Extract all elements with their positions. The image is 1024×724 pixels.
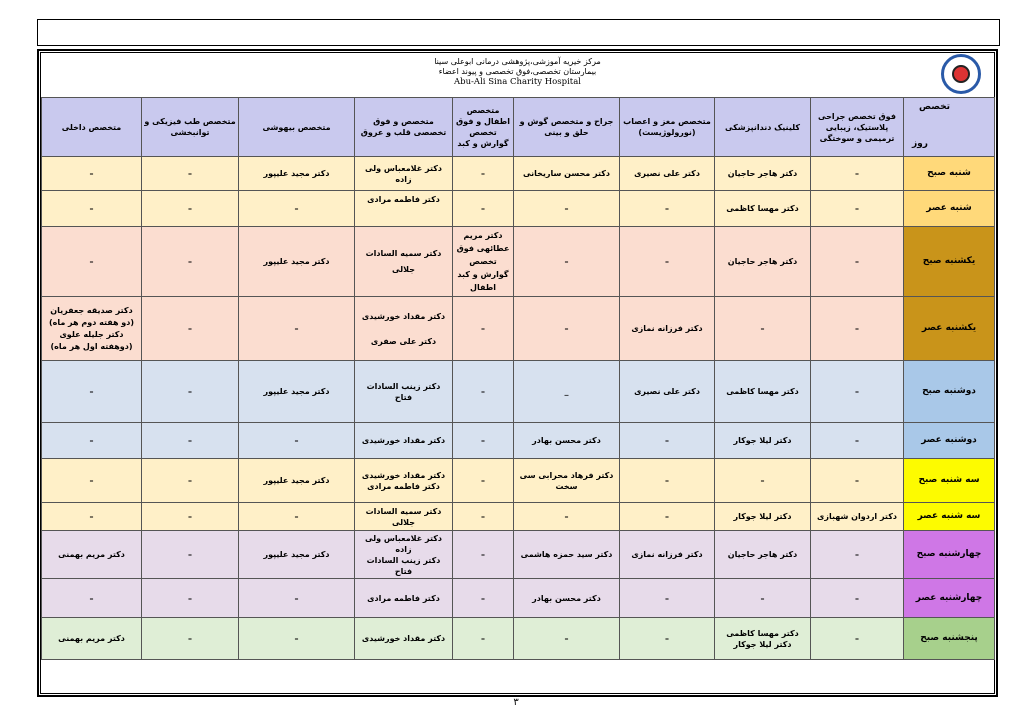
table-cell: دکتر مریم بهمنی	[42, 531, 142, 579]
table-cell: –	[42, 459, 142, 503]
table-cell: –	[142, 618, 239, 660]
table-cell: –	[514, 503, 620, 531]
table-cell: دکتر محسن بهادر	[514, 579, 620, 618]
table-cell: دکتر اردوان شهبازی	[811, 503, 904, 531]
table-cell: –	[811, 361, 904, 423]
table-cell: –	[453, 503, 514, 531]
doctor-name: دکتر مقداد خورشیدی	[361, 311, 446, 321]
table-cell: –	[620, 618, 715, 660]
table-row	[42, 227, 995, 297]
table-cell: –	[514, 227, 620, 297]
table-cell: دکتر لیلا جوکار	[715, 423, 811, 459]
table-cell: –	[142, 459, 239, 503]
table-cell: –	[811, 579, 904, 618]
table-cell: –	[453, 618, 514, 660]
table-cell: –	[811, 618, 904, 660]
day-cell: سه شنبه عصر	[904, 503, 995, 531]
table-cell: دکتر فرزانه نمازی	[620, 531, 715, 579]
table-row	[42, 191, 995, 227]
table-cell: دکتر زینب السادات فتاح	[355, 361, 453, 423]
table-cell: –	[142, 297, 239, 361]
doctor-name: دکتر مقداد خورشیدی	[361, 470, 446, 480]
table-row	[42, 423, 995, 459]
table-cell: –	[620, 459, 715, 503]
table-cell: –	[142, 157, 239, 191]
table-cell: دکتر مجید علیپور	[239, 459, 355, 503]
table-cell: –	[239, 618, 355, 660]
doctor-note: (دوهفته اول هر ماه)	[50, 341, 133, 351]
table-cell: –	[620, 423, 715, 459]
table-cell: –	[715, 459, 811, 503]
table-cell: دکتر فاطمه مرادی	[355, 191, 453, 227]
table-cell: دکتر هاجر حاجیان	[715, 531, 811, 579]
table-row	[42, 297, 995, 361]
table-cell	[715, 618, 811, 660]
table-cell: –	[453, 191, 514, 227]
doctor-name: دکتر زینب السادات فتاح	[366, 555, 441, 576]
table-row	[42, 531, 995, 579]
table-cell: دکتر فرهاد محرابی سی سخت	[514, 459, 620, 503]
col-cardiology: متخصص و فوق تخصصی قلب و عروق	[355, 98, 453, 157]
table-cell: –	[42, 157, 142, 191]
doctor-note: (دو هفته دوم هر ماه)	[48, 317, 135, 327]
hospital-name	[41, 57, 994, 87]
table-cell: –	[620, 503, 715, 531]
day-cell: شنبه صبح	[904, 157, 995, 191]
day-cell: یکشنبه عصر	[904, 297, 995, 361]
col-ent: جراح و متخصص گوش و حلق و بینی	[514, 98, 620, 157]
doctor-name: دکتر علی صفری	[370, 336, 437, 346]
table-cell: –	[453, 423, 514, 459]
table-cell: –	[715, 579, 811, 618]
table-cell: دکتر سمیه السادات جلالی	[355, 227, 453, 297]
day-cell: سه شنبه صبح	[904, 459, 995, 503]
table-cell: –	[142, 503, 239, 531]
table-cell: –	[620, 579, 715, 618]
table-cell: دکتر غلامعباس ولی زاده	[355, 157, 453, 191]
doctor-name: دکتر لیلا جوکار	[733, 639, 792, 649]
table-cell: –	[42, 227, 142, 297]
doctor-name: دکتر صدیقه جعفریان	[50, 305, 133, 315]
table-cell: –	[453, 157, 514, 191]
col-internal-medicine: متخصص داخلی	[42, 98, 142, 157]
day-cell: چهارشنبه صبح	[904, 531, 995, 579]
table-cell: دکتر مریم بهمنی	[42, 618, 142, 660]
table-cell	[355, 297, 453, 361]
table-cell: دکتر محسن ساریخانی	[514, 157, 620, 191]
table-cell: –	[142, 191, 239, 227]
table-cell: دکتر علی نصیری	[620, 157, 715, 191]
table-cell	[355, 531, 453, 579]
col-dental: کلینیک دندانپزشکی	[715, 98, 811, 157]
table-cell: –	[811, 423, 904, 459]
table-row	[42, 579, 995, 618]
table-cell: دکتر مهسا کاظمی	[715, 191, 811, 227]
header-line-1: مرکز خیریه آموزشی،پژوهشی درمانی ابوعلی سینا	[434, 57, 601, 66]
table-cell: دکتر سمیه السادات جلالی	[355, 503, 453, 531]
col-pediatrics: متخصص اطفال و فوق تخصص گوارش و کبد	[453, 98, 514, 157]
top-frame	[37, 19, 1000, 46]
table-cell	[355, 459, 453, 503]
header-line-2: بیمارستان تخصصی،فوق تخصصی و پیوند اعضاء	[438, 67, 597, 76]
table-cell: –	[811, 297, 904, 361]
col-physical-medicine: متخصص طب فیزیکی و توانبخشی	[142, 98, 239, 157]
table-cell: دکتر هاجر حاجیان	[715, 227, 811, 297]
doctor-name: دکتر مهسا کاظمی	[726, 628, 799, 638]
hospital-header	[41, 53, 994, 97]
table-cell: –	[453, 459, 514, 503]
table-cell: –	[514, 191, 620, 227]
table-cell: دکتر مجید علیپور	[239, 227, 355, 297]
day-cell: چهارشنبه عصر	[904, 579, 995, 618]
table-cell: –	[239, 297, 355, 361]
table-cell: –	[142, 227, 239, 297]
day-cell: دوشنبه صبح	[904, 361, 995, 423]
table-cell: –	[811, 459, 904, 503]
table-cell: دکتر علی نصیری	[620, 361, 715, 423]
table-cell: –	[514, 297, 620, 361]
table-cell: –	[42, 423, 142, 459]
table-cell: –	[453, 361, 514, 423]
schedule-table	[41, 97, 995, 660]
table-row	[42, 618, 995, 660]
table-cell: دکتر هاجر حاجیان	[715, 157, 811, 191]
day-cell: شنبه عصر	[904, 191, 995, 227]
table-cell: –	[42, 503, 142, 531]
col-anesthesia: متخصص بیهوشی	[239, 98, 355, 157]
col-neurology: متخصص مغز و اعصاب (نورولوژیست)	[620, 98, 715, 157]
table-cell: دکتر مقداد خورشیدی	[355, 423, 453, 459]
table-cell: –	[42, 191, 142, 227]
table-cell: –	[811, 227, 904, 297]
page-number: ۳	[513, 697, 519, 708]
table-cell: دکتر مجید علیپور	[239, 361, 355, 423]
day-cell: پنجشنبه صبح	[904, 618, 995, 660]
table-cell: –	[715, 297, 811, 361]
doctor-name: دکتر فاطمه مرادی	[367, 481, 440, 491]
table-cell	[42, 297, 142, 361]
table-cell: –	[811, 157, 904, 191]
table-cell: دکتر فاطمه مرادی	[355, 579, 453, 618]
table-cell: _	[514, 361, 620, 423]
table-cell: –	[42, 579, 142, 618]
col-plastic-surgery: فوق تخصص جراحی پلاستیک، زیبایی ترمیمی و سوختگی	[811, 98, 904, 157]
table-cell: –	[811, 531, 904, 579]
doctor-name: دکتر غلامعباس ولی زاده	[365, 533, 442, 554]
table-cell: –	[239, 191, 355, 227]
table-row	[42, 459, 995, 503]
table-cell: دکتر مهسا کاظمی	[715, 361, 811, 423]
table-cell: –	[239, 503, 355, 531]
day-cell: یکشنبه صبح	[904, 227, 995, 297]
table-row	[42, 157, 995, 191]
table-cell: –	[620, 191, 715, 227]
table-cell: –	[514, 618, 620, 660]
table-cell: –	[620, 227, 715, 297]
corner-cell	[904, 98, 995, 157]
table-cell: دکتر لیلا جوکار	[715, 503, 811, 531]
table-cell: دکتر مجید علیپور	[239, 531, 355, 579]
corner-specialty: تخصص	[918, 102, 950, 112]
day-cell: دوشنبه عصر	[904, 423, 995, 459]
table-cell: –	[453, 297, 514, 361]
table-cell: –	[142, 361, 239, 423]
table-cell: دکتر مجید علیپور	[239, 157, 355, 191]
table-cell: –	[42, 361, 142, 423]
table-cell: –	[239, 423, 355, 459]
corner-day: روز	[912, 139, 928, 149]
table-row	[42, 361, 995, 423]
table-cell: –	[142, 531, 239, 579]
table-cell: –	[811, 191, 904, 227]
table-cell: دکتر مقداد خورشیدی	[355, 618, 453, 660]
table-cell: –	[453, 579, 514, 618]
doctor-name: دکتر جلیله علوی	[59, 329, 124, 339]
table-row	[42, 503, 995, 531]
table-cell: –	[239, 579, 355, 618]
table-cell: دکتر فرزانه نمازی	[620, 297, 715, 361]
table-cell: دکتر مریم عطائهی فوق تخصص گوارش و کبد اطفال	[453, 227, 514, 297]
table-cell: دکتر محسن بهادر	[514, 423, 620, 459]
table-cell: –	[453, 531, 514, 579]
table-cell: دکتر سید حمزه هاشمی	[514, 531, 620, 579]
header-line-3: Abu-Ali Sina Charity Hospital	[454, 77, 581, 87]
table-cell: –	[142, 423, 239, 459]
hospital-logo-icon	[941, 54, 981, 94]
table-cell: –	[142, 579, 239, 618]
header-row	[42, 98, 995, 157]
